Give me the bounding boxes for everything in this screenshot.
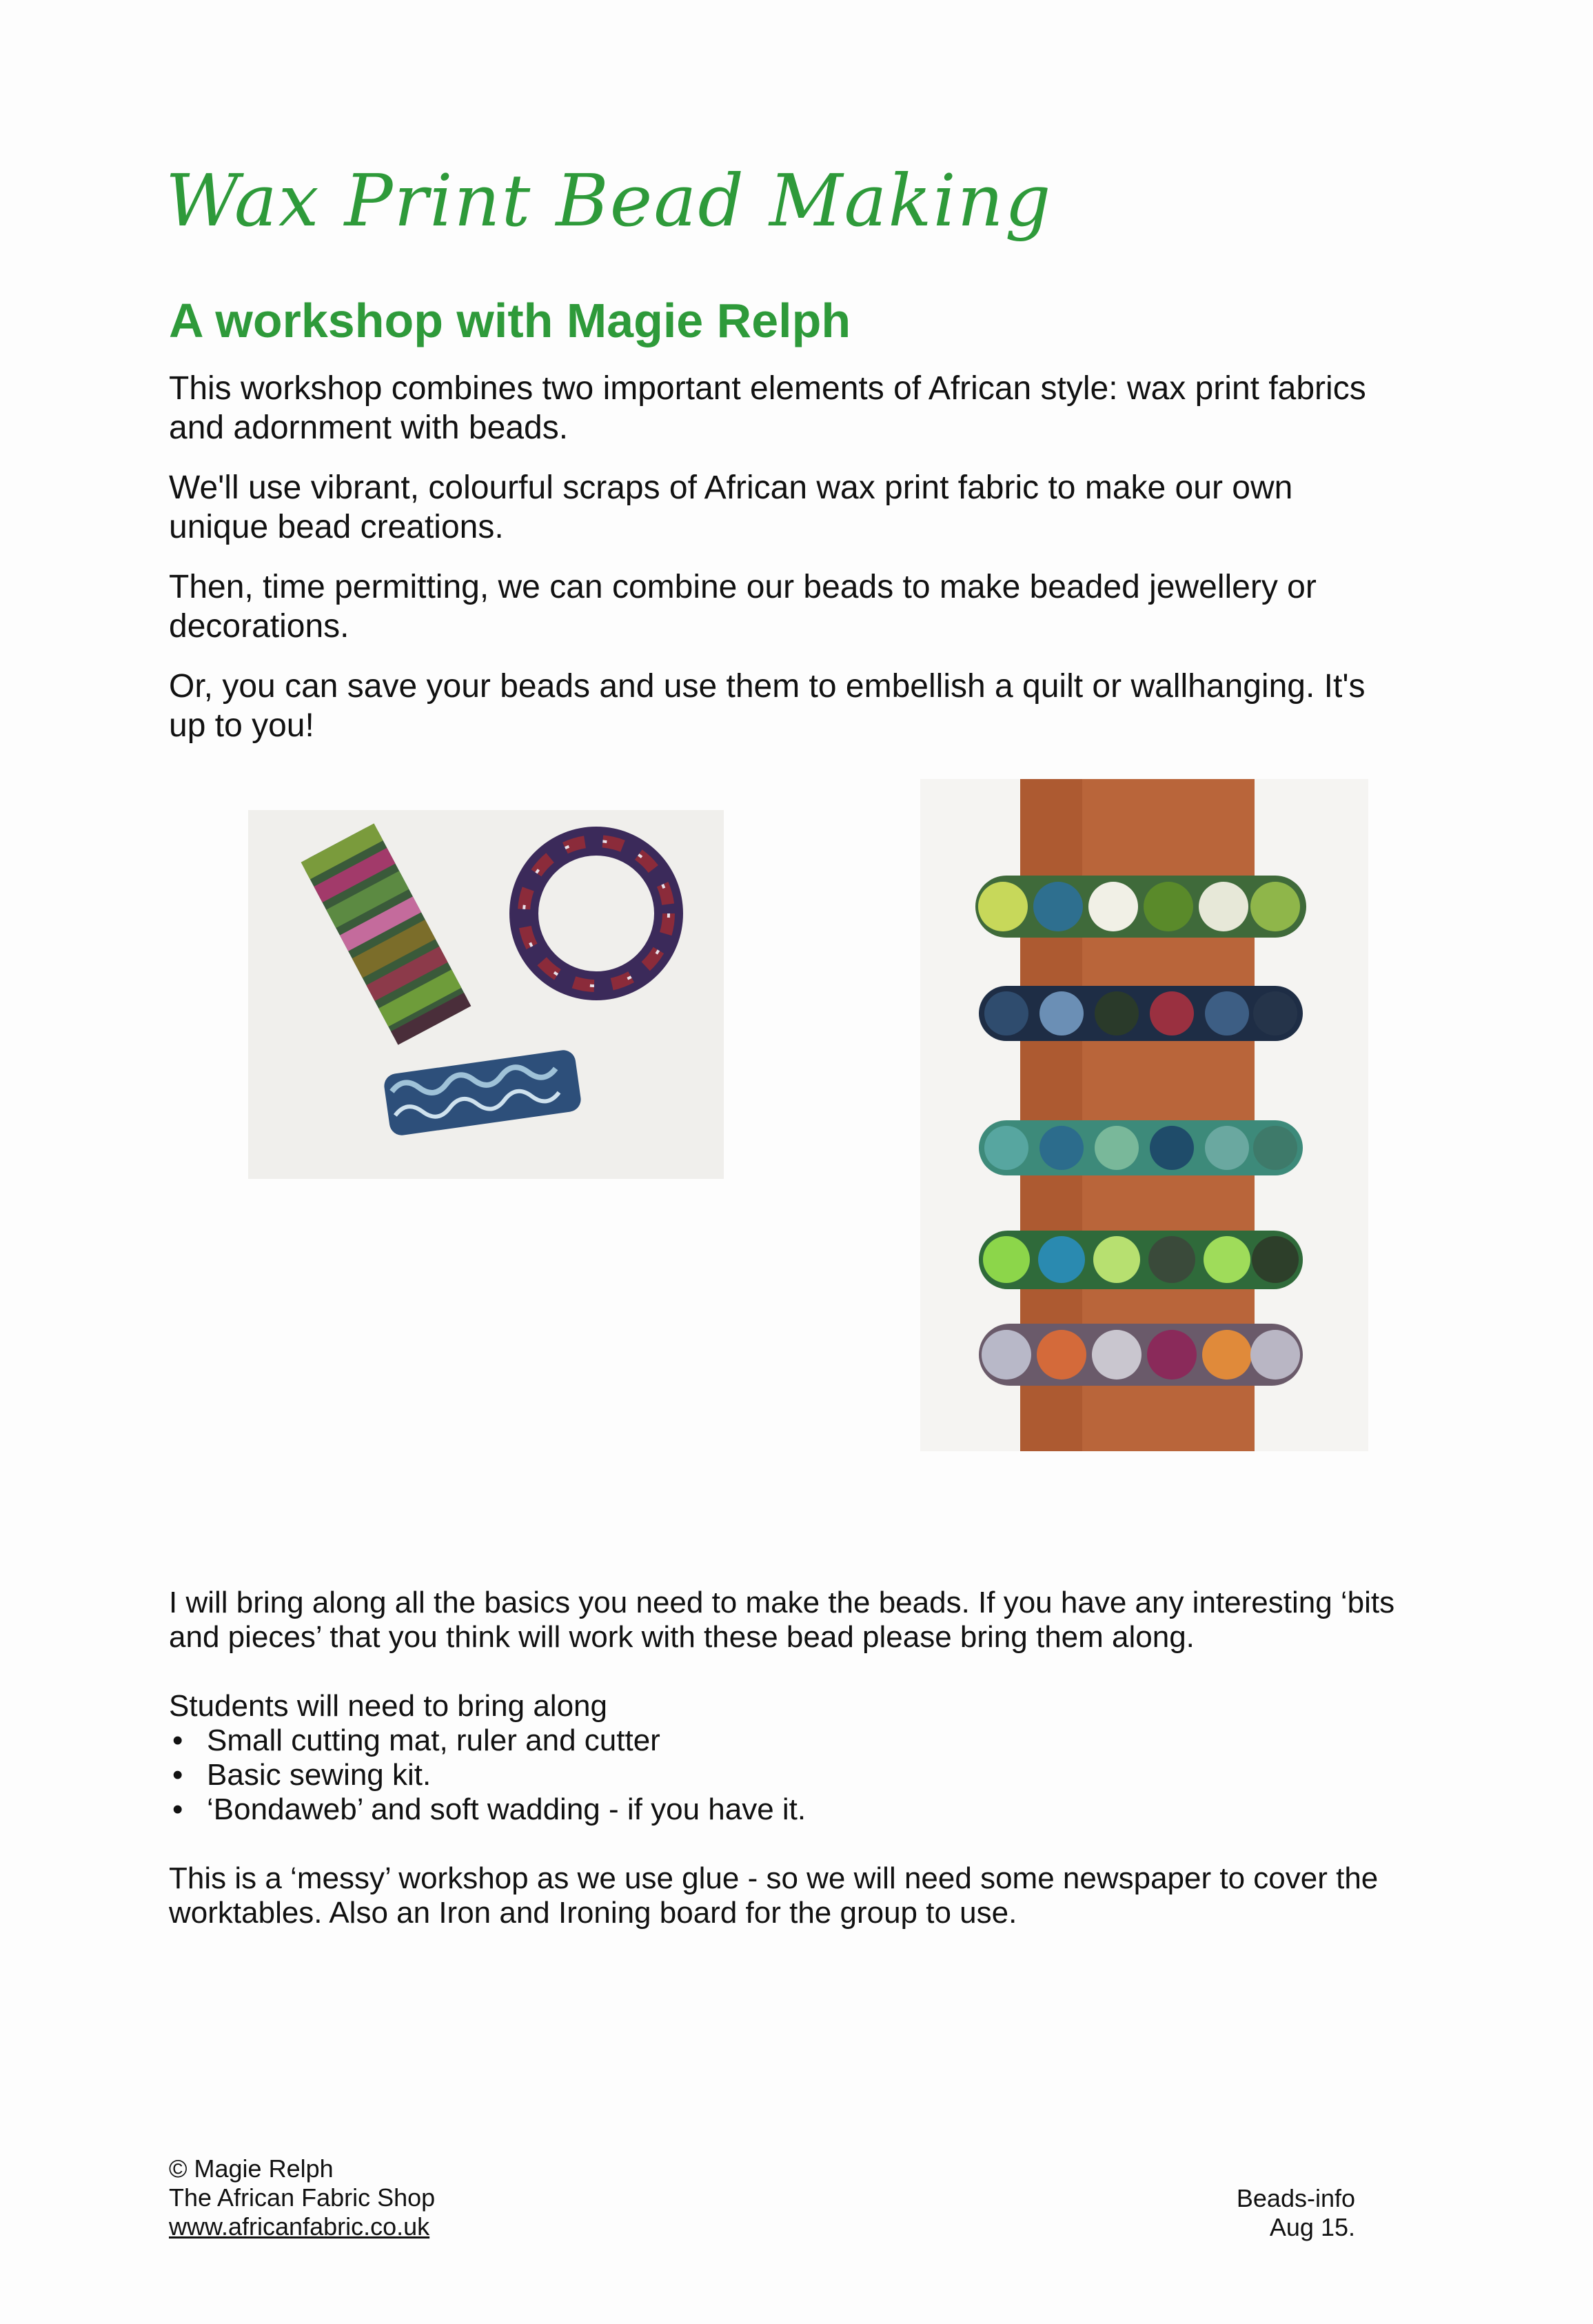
footer-doc-info <box>1237 2184 1355 2242</box>
bracelet <box>979 986 1303 1041</box>
bracelet <box>975 876 1306 938</box>
details-section <box>169 1586 1410 1930</box>
bracelet <box>979 1120 1303 1175</box>
bracelets-illustration <box>920 779 1368 1451</box>
messy-paragraph: This is a ‘messy’ workshop as we use glue - so we will need some newspaper to cover the worktables. Also an Iron and Ironing board for the group to use. <box>169 1861 1379 1930</box>
list-item: • ‘Bondaweb’ and soft wadding - if you have it. <box>207 1792 1410 1827</box>
doc-name: Beads-info <box>1236 2184 1355 2212</box>
intro-paragraph: Or, you can save your beads and use them to embellish a quilt or wallhanging. It's up to you! <box>169 668 1366 744</box>
beads-illustration <box>248 810 724 1179</box>
supplies-list <box>169 1724 1410 1827</box>
list-item: • Small cutting mat, ruler and cutter <box>207 1724 1410 1758</box>
shop-name: The African Fabric Shop <box>169 2183 436 2212</box>
bracelet <box>979 1324 1303 1386</box>
bracelet <box>979 1231 1303 1289</box>
bring-paragraph: I will bring along all the basics you need to make the beads. If you have any interesting ‘bits and pieces’ that you think will work with these bead please bring them along. <box>169 1586 1395 1654</box>
students-heading: Students will need to bring along <box>169 1689 607 1723</box>
page-title: Wax Print Bead Making <box>165 159 1053 243</box>
intro-paragraph: Then, time permitting, we can combine our beads to make beaded jewellery or decorations. <box>169 569 1317 645</box>
intro-paragraph: We'll use vibrant, colourful scraps of African wax print fabric to make our own unique bead creations. <box>169 469 1293 545</box>
intro-section <box>169 369 1396 766</box>
copyright-text: © Magie Relph <box>169 2154 334 2183</box>
page-subtitle: A workshop with Magie Relph <box>169 294 851 347</box>
doc-date: Aug 15. <box>1269 2213 1355 2241</box>
website-link[interactable]: www.africanfabric.co.uk <box>169 2212 430 2241</box>
bracelets-photo <box>920 779 1368 1451</box>
beads-photo <box>248 810 724 1179</box>
footer-credits <box>169 2154 435 2241</box>
intro-paragraph: This workshop combines two important elements of African style: wax print fabrics and adornment with beads. <box>169 370 1366 446</box>
list-item: • Basic sewing kit. <box>207 1758 1410 1792</box>
